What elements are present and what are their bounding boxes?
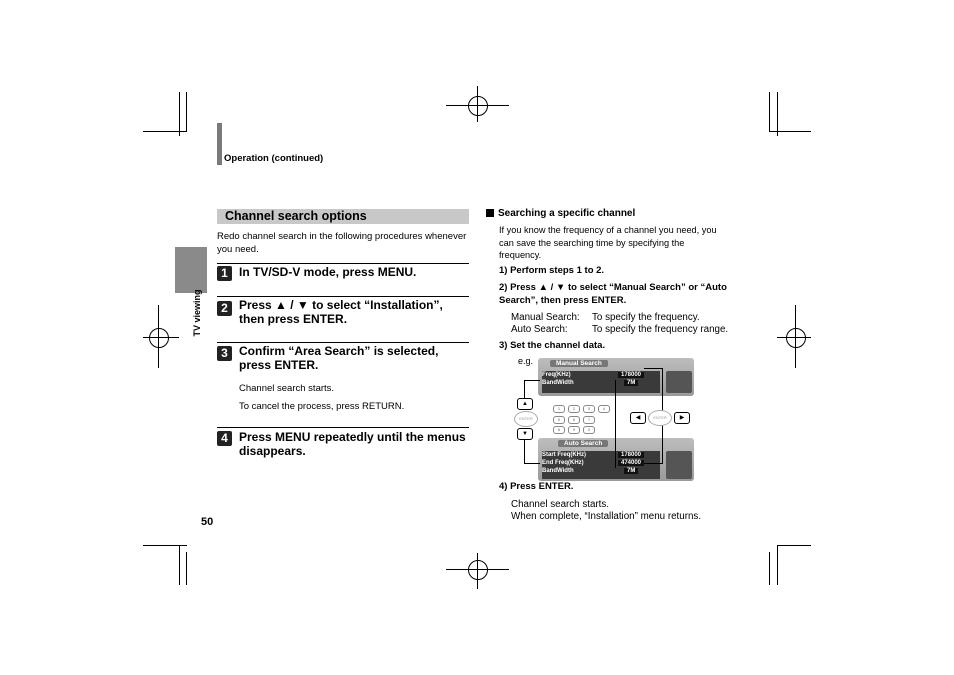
side-tab — [175, 247, 207, 293]
osd-row-label: End Freq(KHz) — [542, 460, 584, 466]
step-number: 3 — [217, 346, 232, 361]
example-label: e.g. — [518, 356, 534, 366]
step-divider — [217, 342, 469, 343]
header-accent-bar — [217, 123, 222, 165]
osd-row-label: Freq(KHz) — [542, 372, 571, 378]
subsection-intro: If you know the frequency of a channel you need, you can save the searching time by specifying the frequency. — [499, 225, 717, 260]
number-key[interactable]: 6 — [568, 416, 580, 424]
bullet-square — [486, 209, 494, 217]
manual-search-label: Manual Search: — [511, 312, 580, 323]
section-title: Channel search options — [225, 209, 367, 223]
up-arrow-button[interactable]: ▲ — [517, 398, 533, 410]
osd-row-value[interactable]: 178000 — [618, 452, 644, 458]
number-key[interactable]: 3 — [583, 405, 595, 413]
step-number: 1 — [217, 266, 232, 281]
osd-row-label: Start Freq(KHz) — [542, 452, 587, 458]
substep-3: 3) Set the channel data. — [499, 340, 606, 351]
number-key[interactable]: 5 — [553, 416, 565, 424]
step-divider — [217, 427, 469, 428]
substep-4: 4) Press ENTER. — [499, 481, 574, 492]
auto-search-label: Auto Search: — [511, 324, 568, 335]
osd-row-label: BandWidth — [542, 468, 574, 474]
osd-row-label: BandWidth — [542, 380, 574, 386]
step-divider — [217, 263, 469, 264]
number-key[interactable]: 9 — [568, 426, 580, 434]
number-key[interactable]: 7 — [583, 416, 595, 424]
number-key[interactable]: 1 — [553, 405, 565, 413]
manual-search-desc: To specify the frequency. — [592, 312, 700, 323]
step-text: Press ▲ / ▼ to select “Installation”, then press ENTER. — [239, 298, 443, 326]
number-key[interactable]: 0 — [583, 426, 595, 434]
step-note: To cancel the process, press RETURN. — [239, 401, 405, 412]
step-divider — [217, 296, 469, 297]
osd-title: Auto Search — [558, 440, 608, 447]
manual-search-screen — [538, 358, 694, 396]
osd-title: Manual Search — [550, 360, 608, 367]
enter-button[interactable]: ENTER — [648, 410, 672, 426]
step-text: Confirm “Area Search” is selected, press ENTER. — [239, 344, 439, 372]
running-head: Operation (continued) — [224, 153, 324, 164]
osd-row-value[interactable]: 7M — [624, 380, 638, 386]
left-arrow-button[interactable]: ◀ — [630, 412, 646, 424]
final-text: Channel search starts. — [511, 499, 610, 510]
substep-2: 2) Press ▲ / ▼ to select “Manual Search” or “Auto Search”, then press ENTER. — [499, 282, 727, 306]
osd-row-value[interactable]: 474000 — [618, 460, 644, 466]
number-key[interactable]: 2 — [568, 405, 580, 413]
side-tab-label: TV viewing — [192, 289, 202, 337]
osd-row-value[interactable]: 178000 — [618, 372, 644, 378]
step-text: In TV/SD-V mode, press MENU. — [239, 265, 417, 279]
right-arrow-button[interactable]: ▶ — [674, 412, 690, 424]
enter-button[interactable]: ENTER — [514, 411, 538, 427]
intro-text: Redo channel search in the following procedures whenever you need. — [217, 231, 467, 255]
number-key[interactable]: 8 — [553, 426, 565, 434]
final-text: When complete, “Installation” menu returns. — [511, 511, 702, 522]
auto-search-screen — [538, 438, 694, 481]
number-key[interactable]: 4 — [598, 405, 610, 413]
step-note: Channel search starts. — [239, 383, 335, 394]
down-arrow-button[interactable]: ▼ — [517, 428, 533, 440]
osd-row-value[interactable]: 7M — [624, 468, 638, 474]
step-number: 4 — [217, 431, 232, 446]
substep-1: 1) Perform steps 1 to 2. — [499, 265, 605, 276]
page-number: 50 — [201, 516, 214, 528]
step-text: Press MENU repeatedly until the menus disappears. — [239, 430, 466, 458]
auto-search-desc: To specify the frequency range. — [592, 324, 729, 335]
step-number: 2 — [217, 301, 232, 316]
subsection-title: Searching a specific channel — [498, 208, 636, 219]
